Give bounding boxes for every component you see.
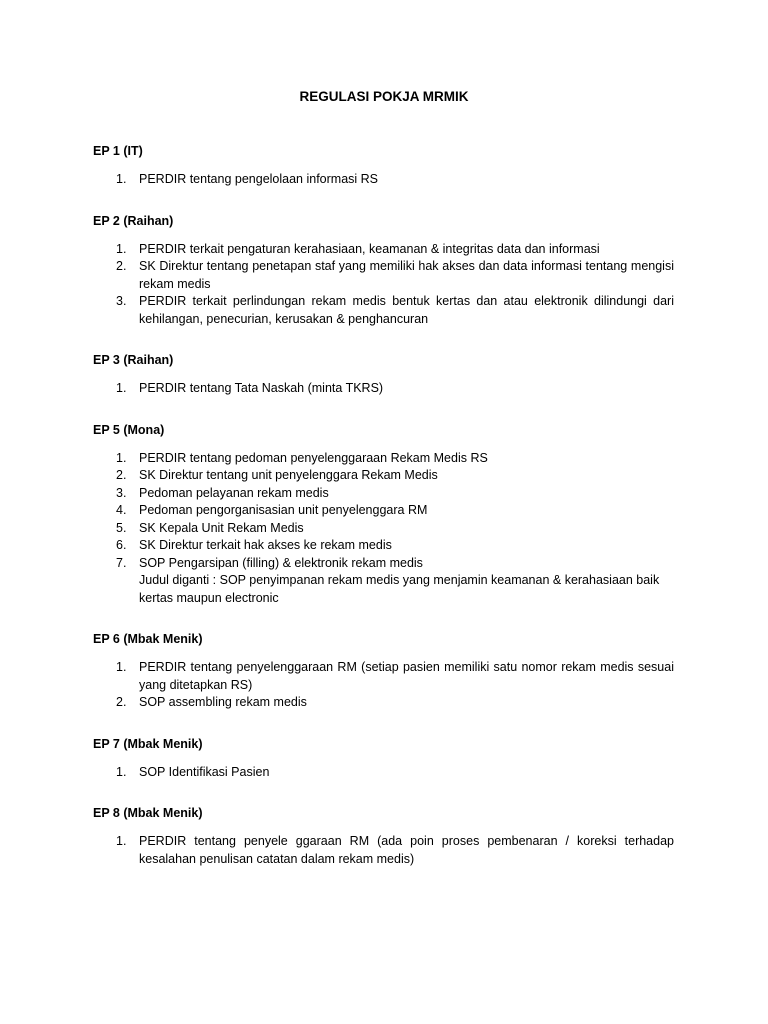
item-number: 2. [116, 259, 127, 273]
item-number: 1. [116, 172, 127, 186]
item-number: 1. [116, 381, 127, 395]
document-title: REGULASI POKJA MRMIK [299, 89, 469, 104]
section-heading: EP 2 (Raihan) [93, 213, 174, 228]
item-number: 7. [116, 555, 127, 570]
section-heading: EP 8 (Mbak Menik) [93, 806, 203, 820]
list-item [93, 450, 674, 468]
item-text: PERDIR tentang penyele ggaraan RM (ada poin proses pembenaran / koreksi terhadap kesalahan penulisan catatan dalam rekam medis) [139, 834, 674, 866]
list-item [93, 258, 674, 293]
item-text: PERDIR tentang pedoman penyelenggaraan Rekam Medis RS [139, 450, 488, 465]
list-item [93, 694, 674, 712]
item-number: 1. [116, 450, 127, 465]
list-item [93, 555, 674, 608]
item-number: 6. [116, 538, 127, 552]
list-item [93, 485, 674, 503]
list-item [93, 171, 674, 189]
item-text: SK Direktur tentang penetapan staf yang memiliki hak akses dan data informasi tentang mengisi rekam medis [139, 259, 674, 291]
item-number: 1. [116, 764, 127, 779]
list-item [93, 764, 674, 782]
item-text: SK Direktur terkait hak akses ke rekam medis [139, 538, 392, 552]
item-number: 5. [116, 520, 127, 535]
list-item [93, 293, 674, 328]
section-heading: EP 6 (Mbak Menik) [93, 632, 203, 646]
section-ep-1 [93, 143, 674, 189]
section-ep-2 [93, 213, 674, 329]
item-number: 4. [116, 503, 127, 517]
item-text: Pedoman pengorganisasian unit penyelenggara RM [139, 503, 428, 517]
item-text: SK Direktur tentang unit penyelenggara Rekam Medis [139, 468, 438, 482]
section-heading: EP 3 (Raihan) [93, 353, 174, 367]
regulation-list [93, 833, 674, 868]
item-number: 3. [116, 485, 127, 500]
section-ep-8 [93, 805, 674, 868]
list-item [93, 520, 674, 538]
item-text: PERDIR tentang pengelolaan informasi RS [139, 172, 379, 186]
item-number: 3. [116, 294, 127, 308]
item-text: SOP assembling rekam medis [139, 695, 307, 709]
regulation-list [93, 380, 674, 398]
item-text: PERDIR terkait perlindungan rekam medis bentuk kertas dan atau elektronik dilindungi dari kehilangan, penecurian, kerusakan & penghancuran [139, 294, 674, 326]
regulation-list [93, 171, 674, 189]
list-item [93, 467, 674, 485]
item-text: PERDIR tentang Tata Naskah (minta TKRS) [139, 381, 384, 395]
regulation-list [93, 764, 674, 782]
item-text: SK Kepala Unit Rekam Medis [139, 520, 304, 535]
section-heading: EP 1 (IT) [93, 144, 143, 158]
list-item [93, 241, 674, 259]
regulation-list [93, 450, 674, 608]
list-item [93, 659, 674, 694]
list-item [93, 502, 674, 520]
list-item [93, 380, 674, 398]
section-ep-5 [93, 422, 674, 608]
item-number: 2. [116, 468, 127, 482]
item-text: SOP Identifikasi Pasien [139, 764, 270, 779]
section-heading: EP 7 (Mbak Menik) [93, 736, 203, 751]
section-ep-7 [93, 736, 674, 782]
item-text: PERDIR tentang penyelenggaraan RM (setiap pasien memiliki satu nomor rekam medis sesuai yang ditetapkan RS) [139, 660, 674, 692]
item-text: Pedoman pelayanan rekam medis [139, 485, 329, 500]
item-number: 1. [116, 660, 127, 674]
list-item [93, 833, 674, 868]
item-number: 1. [116, 241, 127, 256]
list-item [93, 537, 674, 555]
section-ep-6 [93, 631, 674, 712]
regulation-list [93, 241, 674, 329]
section-ep-3 [93, 352, 674, 398]
item-number: 2. [116, 695, 127, 709]
item-text: PERDIR terkait pengaturan kerahasiaan, keamanan & integritas data dan informasi [139, 241, 600, 256]
item-text: SOP Pengarsipan (filling) & elektronik rekam medis [139, 555, 423, 570]
regulation-list [93, 659, 674, 712]
item-number: 1. [116, 834, 127, 848]
item-note: Judul diganti : SOP penyimpanan rekam medis yang menjamin keamanan & kerahasiaan baik kertas maupun electronic [139, 573, 660, 605]
document-body [93, 143, 674, 892]
section-heading: EP 5 (Mona) [93, 422, 165, 437]
